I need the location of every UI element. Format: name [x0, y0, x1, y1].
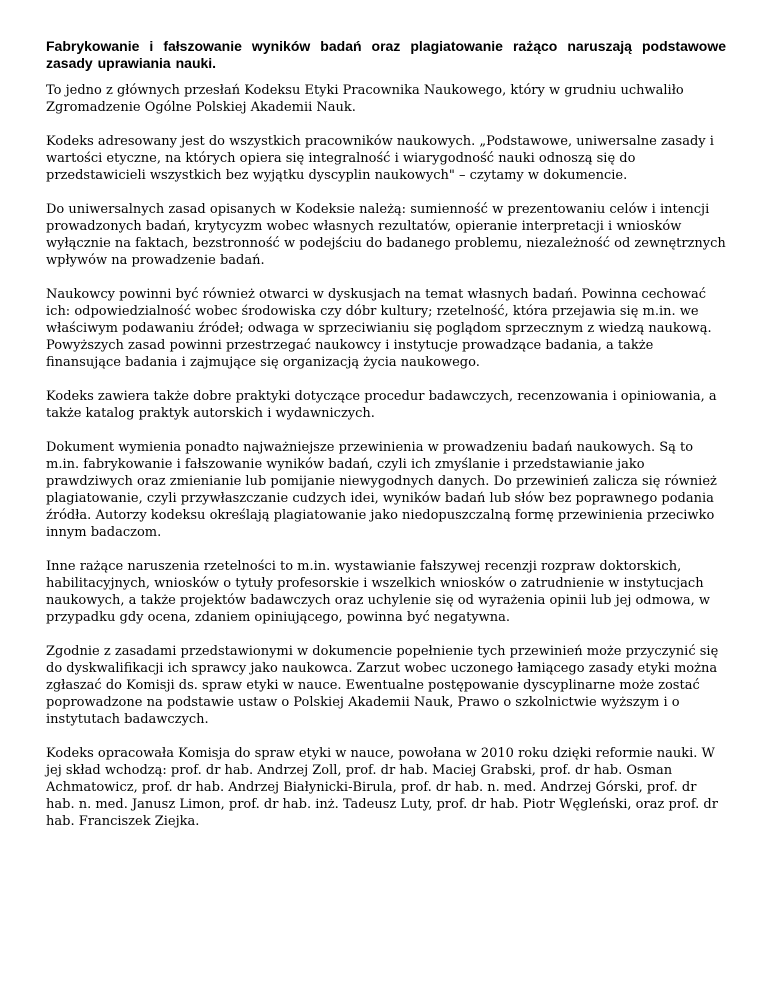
paragraph: Kodeks opracowała Komisja do spraw etyki w nauce, powołana w 2010 roku dzięki reformie nauki. W jej skład wchodzą: prof. dr hab. Andrzej Zoll, prof. dr hab. Maciej Grabski, prof. dr hab. Osman Achmatowicz, prof. dr hab. Andrzej Białynicki-Birula, prof. dr hab. n. med. Andrzej Górski, prof. dr hab. n. med. Janusz Limon, prof. dr hab. inż. Tadeusz Luty, prof. dr hab. Piotr Węgleński, oraz prof. dr hab. Franciszek Ziejka. [46, 746, 718, 829]
paragraph: Naukowcy powinni być również otwarci w dyskusjach na temat własnych badań. Powinna cechować ich: odpowiedzialność wobec środowiska czy dóbr kultury; rzetelność, która przejawia się m.in. we właściwym podawaniu źródeł; odwaga w sprzeciwianiu się poglądom sprzecznym z wiedzą naukową. Powyższych zasad powinni przestrzegać naukowcy i instytucje prowadzące badania, a także finansujące badania i zajmujące się organizacją życia naukowego. [46, 287, 712, 370]
paragraph: Inne rażące naruszenia rzetelności to m.in. wystawianie fałszywej recenzji rozpraw doktorskich, habilitacyjnych, wniosków o tytuły profesorskie i wszelkich wniosków o zatrudnienie w instytucjach naukowych, a także projektów badawczych oraz uchylenie się od wyrażenia opinii lub jej odmowa, w przypadku gdy ocena, zdaniem opiniującego, powinna być negatywna. [46, 559, 711, 625]
article [46, 38, 726, 847]
paragraph: Zgodnie z zasadami przedstawionymi w dokumencie popełnienie tych przewinień może przyczynić się do dyskwalifikacji ich sprawcy jako naukowca. Zarzut wobec uczonego łamiącego zasady etyki można zgłaszać do Komisji ds. spraw etyki w nauce. Ewentualne postępowanie dyscyplinarne może zostać poprowadzone na podstawie ustaw o Polskiej Akademii Nauk, Prawo o szkolnictwie wyższym i o instytutach badawczych. [46, 644, 719, 727]
paragraph: Dokument wymienia ponadto najważniejsze przewinienia w prowadzeniu badań naukowych. Są to m.in. fabrykowanie i fałszowanie wyników badań, czyli ich zmyślanie i przedstawianie jako prawdziwych oraz zmienianie lub pomijanie niewygodnych danych. Do przewinień zalicza się również plagiatowanie, czyli przywłaszczanie cudzych idei, wyników badań lub słów bez poprawnego podania źródła. Autorzy kodeksu określają plagiatowanie jako niedopuszczalną formę przewinienia przeciwko innym badaczom. [46, 440, 717, 540]
article-title: Fabrykowanie i fałszowanie wyników badań oraz plagiatowanie rażąco naruszają podstawowe zasady uprawiania nauki. [46, 38, 726, 71]
paragraph: Kodeks adresowany jest do wszystkich pracowników naukowych. „Podstawowe, uniwersalne zasady i wartości etyczne, na których opiera się integralność i wiarygodność nauki odnoszą się do przedstawicieli wszystkich bez wyjątku dyscyplin naukowych" – czytamy w dokumencie. [46, 134, 714, 183]
paragraph: Kodeks zawiera także dobre praktyki dotyczące procedur badawczych, recenzowania i opiniowania, a także katalog praktyk autorskich i wydawniczych. [46, 389, 717, 421]
paragraph: Do uniwersalnych zasad opisanych w Kodeksie należą: sumienność w prezentowaniu celów i intencji prowadzonych badań, krytycyzm wobec własnych rezultatów, opieranie interpretacji i wniosków wyłącznie na faktach, bezstronność w podejściu do badanego problemu, niezależność od zewnętrznych wpływów na prowadzenie badań. [46, 202, 726, 268]
paragraph: To jedno z głównych przesłań Kodeksu Etyki Pracownika Naukowego, który w grudniu uchwaliło Zgromadzenie Ogólne Polskiej Akademii Nauk. [46, 83, 684, 115]
